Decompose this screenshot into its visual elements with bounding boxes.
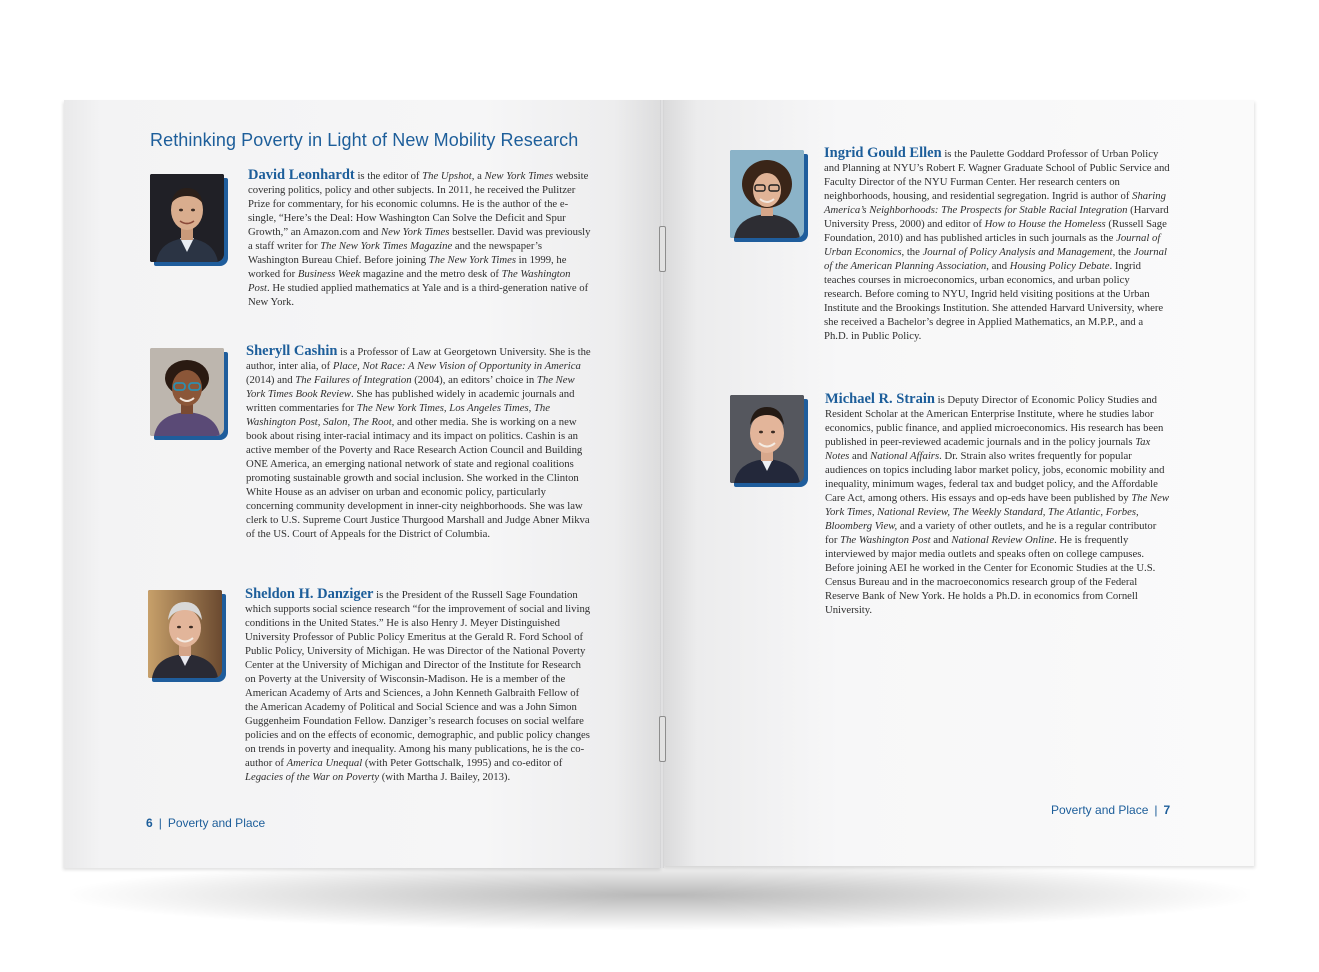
page-title: Rethinking Poverty in Light of New Mobility Research (150, 130, 579, 150)
bio-sheryll-cashin (246, 344, 592, 541)
bio-italic-title: Place, Not Race: A New Vision of Opportunity in America (332, 360, 581, 372)
bio-name: David Leonhardt (248, 167, 355, 183)
bio-italic-title: Legacies of the War on Poverty (245, 771, 380, 783)
bio-name: Ingrid Gould Ellen (824, 145, 942, 161)
bio-italic-title: Journal of the American Planning Association (824, 246, 1167, 272)
bio-name: Sheryll Cashin (246, 343, 338, 359)
bio-italic-title: Business Week (297, 268, 361, 280)
bio-michael-strain (825, 392, 1171, 617)
bio-text: and other media. She is working on a new book about rising inter-racial intimacy and its impact on politics. Cashin is an active member of the Poverty and Race Research Action Council and Building ONE America, an emerging national network of state and regional coalitions promoting sustainable growth and social inclusion. She worked in the Clinton White House as an adviser on urban and economic policy, particularly concerning community development in inner-city neighborhoods. She was law clerk to U.S. Supreme Court Justice Thurgood Marshall and Judge Abner Mikva of the US. Court of Appeals for the District of Columbia. (246, 416, 590, 540)
bio-italic-title: The Failures of Integration (295, 374, 412, 386)
bio-text: (Harvard University Press, 2000) and editor of (824, 204, 1169, 230)
bio-text: (2014) and (246, 374, 296, 386)
bio-name: Sheldon H. Danziger (245, 586, 374, 602)
bio-ingrid-gould-ellen (824, 146, 1170, 343)
bio-text: . Ingrid teaches courses in microeconomics, urban economics, and urban policy research. Before coming to NYU, Ingrid held visiting positions at the Urban Institute and the Brookings Institution. She attended Harvard University, where she received a Bachelor’s degree in Applied Mathematics, an M.P.P., and a Ph.D. in Public Policy. (824, 260, 1164, 342)
portrait-ingrid-gould-ellen (730, 150, 804, 238)
bio-text: is a Professor of Law at Georgetown University. She is the author, inter alia, of (246, 346, 591, 372)
portrait-sheryll-cashin-image (150, 348, 224, 436)
portrait-michael-strain (730, 395, 804, 483)
bio-text: and the newspaper’s Washington Bureau Chief. Before joining (248, 240, 542, 266)
running-title: Poverty and Place (167, 816, 266, 830)
running-title: Poverty and Place (1051, 803, 1149, 817)
bio-david-leonhardt (248, 168, 594, 309)
bio-text: (with Peter Gottschalk, 1995) and co-editor of (362, 757, 563, 769)
bio-italic-title: Housing Policy Debate (1009, 260, 1110, 272)
bio-italic-title: Journal of Policy Analysis and Management (922, 246, 1113, 258)
bio-italic-title: Sharing America’s Neighborhoods: The Prospects for Stable Racial Integration (824, 190, 1166, 216)
bio-text: and a variety of other outlets, and he is a regular contributor for (825, 520, 1157, 546)
bio-italic-title: New York Times (484, 170, 554, 182)
bio-text: is the Paulette Goddard Professor of Urban Policy and Planning at NYU’s Robert F. Wagner Graduate School of Public Service and Faculty Director of the NYU Furman Center. Her research centers on neighborhoods, housing, and residential segregation. Ingrid is author of (824, 148, 1170, 202)
bio-italic-title: Tax Notes (825, 436, 1151, 462)
bio-italic-title: National Review Online (951, 534, 1055, 546)
portrait-david-leonhardt (150, 174, 224, 262)
portrait-sheldon-danziger (148, 590, 222, 678)
bio-italic-title: The New York Times (428, 254, 516, 266)
bio-text: (Russell Sage Foundation, 2010) and has published articles in such journals as the (824, 218, 1167, 244)
portrait-sheryll-cashin (150, 348, 224, 436)
bio-text: is the editor of (354, 170, 423, 182)
portrait-sheldon-danziger-image (148, 590, 222, 678)
right-page-footer (1051, 803, 1170, 817)
bio-italic-title: The New York Times Magazine (320, 240, 453, 252)
bio-text: . He studied applied mathematics at Yale and is a third-generation native of New York. (248, 282, 589, 308)
bio-italic-title: The Washington Post (248, 268, 571, 294)
bio-text: , the (901, 246, 923, 258)
bio-text: , the (1112, 246, 1134, 258)
bio-name: Michael R. Strain (825, 391, 935, 407)
page-number: 7 (1163, 803, 1171, 817)
bio-text: . Dr. Strain also writes frequently for popular audiences on topics including labor market policy, jobs, economic mobility and inequality, minimum wages, federal tax and budget policy, and the Affordable Care Act, among others. His essays and op-eds have been published by (825, 450, 1165, 504)
left-page-footer (146, 816, 265, 830)
bio-text: , a (471, 170, 485, 182)
footer-separator: | (1154, 803, 1158, 817)
bio-italic-title: The New York Times, Los Angeles Times, The Washington Post, Salon, The Root, (246, 402, 550, 428)
bio-text: and (849, 450, 871, 462)
bio-text: and (930, 534, 952, 546)
bio-italic-title: Journal of Urban Economics (824, 232, 1161, 258)
bio-sheldon-danziger (245, 587, 591, 784)
portrait-michael-strain-image (730, 395, 804, 483)
bio-text: is Deputy Director of Economic Policy Studies and Resident Scholar at the American Enterprise Institute, where he studies labor economics, public finance, and applied microeconomics. His research has been published in peer-reviewed academic journals and in the policy journals (825, 394, 1164, 448)
staple-top (659, 226, 666, 272)
bio-text: magazine and the metro desk of (360, 268, 502, 280)
bio-text: in 1999, he worked for (248, 254, 567, 280)
bio-text: , and (986, 260, 1010, 272)
bio-text: . She has published widely in academic journals and written commentaries for (246, 388, 575, 414)
booklet-shadow (70, 860, 1250, 930)
bio-italic-title: New York Times (380, 226, 450, 238)
bio-italic-title: National Affairs (870, 450, 940, 462)
portrait-david-leonhardt-image (150, 174, 224, 262)
bio-text: bestseller. David was previously a staff writer for (248, 226, 591, 252)
bio-text: (with Martha J. Bailey, 2013). (379, 771, 511, 783)
bio-italic-title: The New York Times Book Review (246, 374, 575, 400)
portrait-ingrid-gould-ellen-image (730, 150, 804, 238)
footer-separator: | (158, 816, 162, 830)
bio-text: website covering politics, policy and other subjects. In 2011, he received the Pulitzer Prize for commentary, for his economic columns. He is the author of the e-single, “Here’s the Deal: How Washington Can Solve the Deficit and Spur Growth,” an Amazon.com and (248, 170, 589, 238)
bio-text: (2004), an editors’ choice in (411, 374, 537, 386)
bio-italic-title: How to House the Homeless (984, 218, 1106, 230)
bio-italic-title: The Upshot (422, 170, 472, 182)
page-number: 6 (146, 816, 153, 830)
bio-text: . He is frequently interviewed by major media outlets and speaks often on college campuses. Before joining AEI he worked in the Center for Economic Studies at the U.S. Census Bureau and in the macroeconomics research group of the Federal Reserve Bank of New York. He holds a Ph.D. in economics from Cornell University. (825, 534, 1156, 616)
bio-italic-title: The Washington Post (840, 534, 931, 546)
staple-bottom (659, 716, 666, 762)
bio-italic-title: America Unequal (286, 757, 363, 769)
bio-italic-title: The New York Times, National Review, The Weekly Standard, The Atlantic, Forbes, Bloomberg View, (825, 492, 1170, 532)
bio-text: is the President of the Russell Sage Foundation which supports social science research “for the improvement of social and living conditions in the United States.” He is also Henry J. Meyer Distinguished University Professor of Public Policy Emeritus at the Gerald R. Ford School of Public Policy, University of Michigan. He was Director of the National Poverty Center at the University of Michigan and Director of the Institute for Research on Poverty at the University of Wisconsin-Madison. He is a member of the American Academy of Arts and Sciences, a John Kenneth Galbraith Fellow of the American Academy of Political and Social Science and was a John Simon Guggenheim Foundation Fellow. Danziger’s research focuses on social welfare policies and on the effects of economic, demographic, and public policy changes on trends in poverty and inequality. Among his many publications, he is the co-author of (245, 589, 591, 769)
